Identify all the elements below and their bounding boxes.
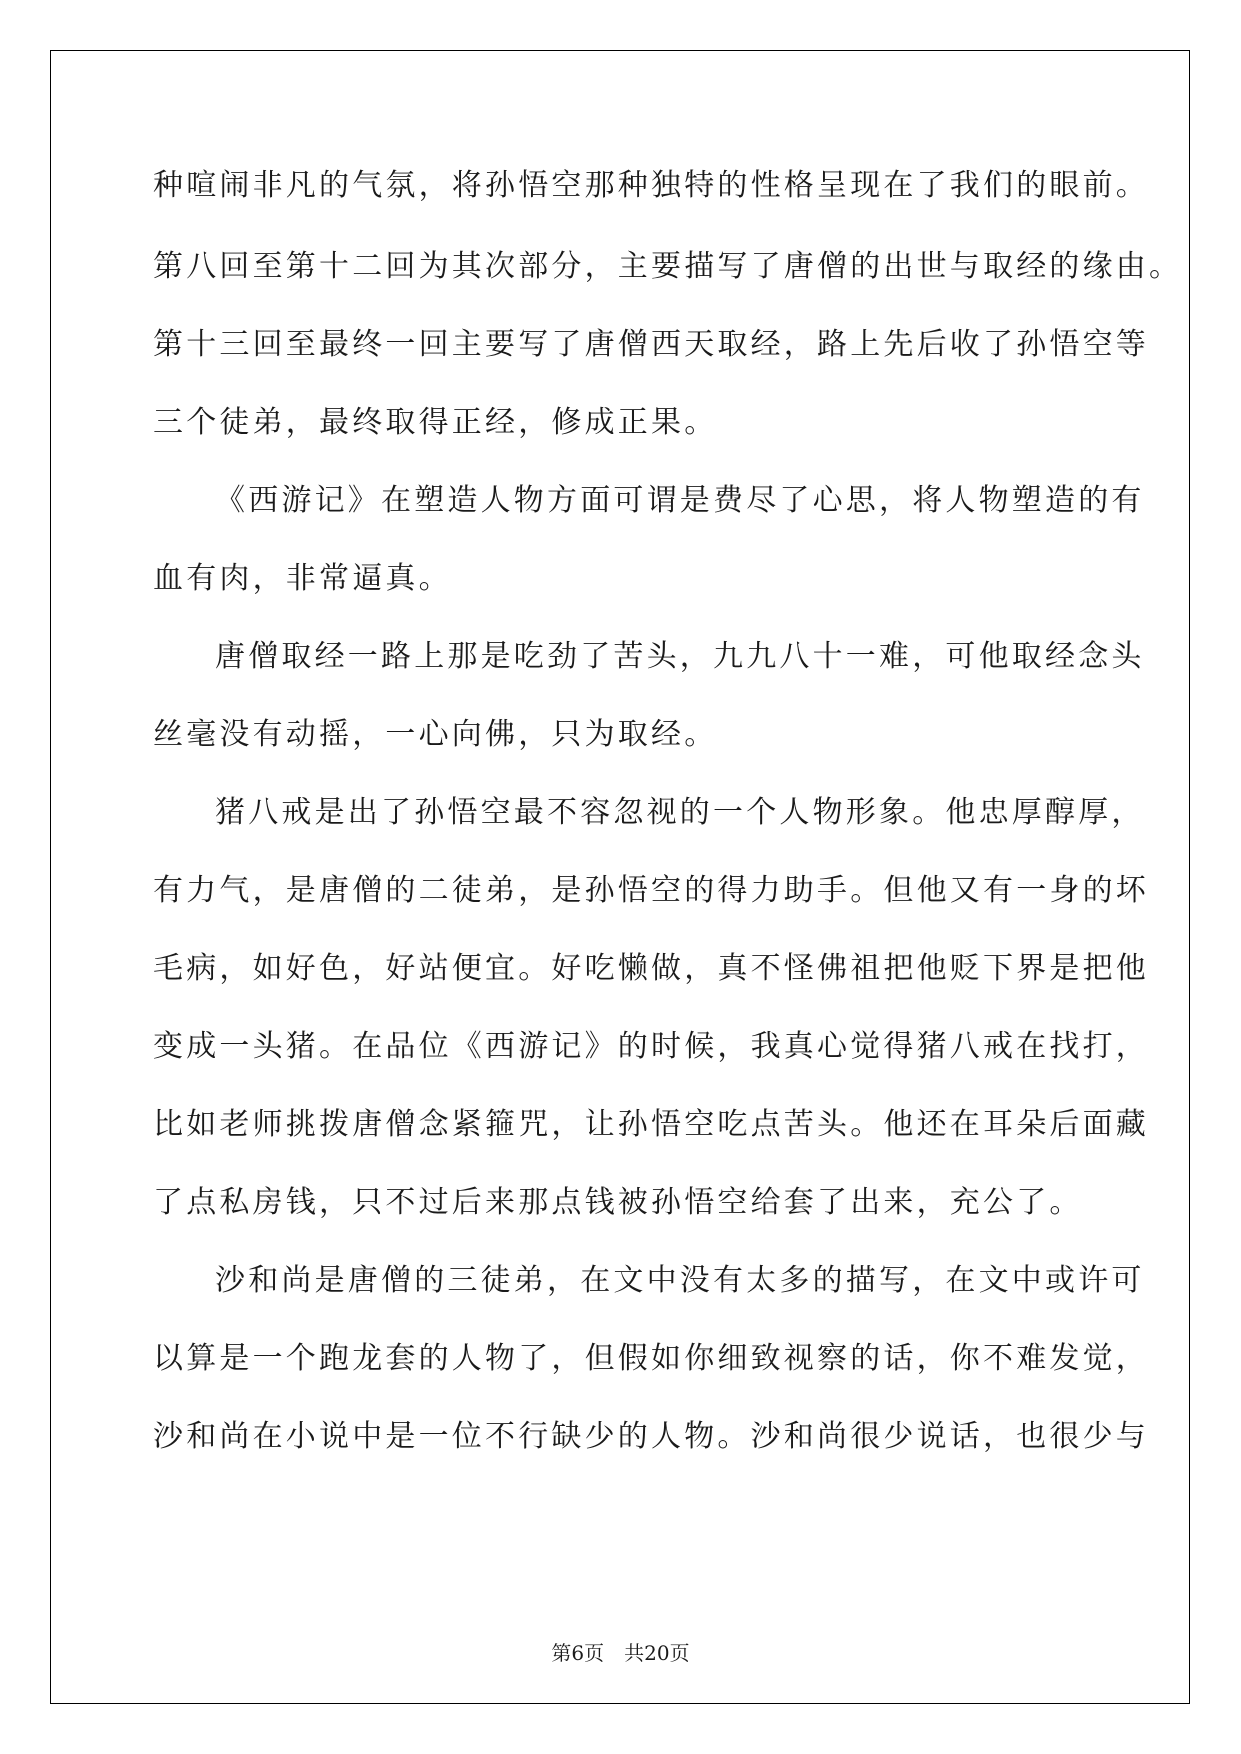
text-line-5: 《西游记》在塑造人物方面可谓是费尽了心思，将人物塑造的有	[215, 483, 1145, 518]
text-line-4: 三个徒弟，最终取得正经，修成正果。	[153, 405, 718, 440]
text-line-15: 沙和尚是唐僧的三徒弟，在文中没有太多的描写，在文中或许可	[215, 1263, 1145, 1298]
text-line-1: 种喧闹非凡的气氛，将孙悟空那种独特的性格呈现在了我们的眼前。	[153, 168, 1149, 203]
text-line-9: 猪八戒是出了孙悟空最不容忽视的一个人物形象。他忠厚醇厚，	[215, 795, 1145, 830]
text-line-2: 第八回至第十二回为其次部分，主要描写了唐僧的出世与取经的缘由。	[153, 249, 1183, 284]
page-footer	[0, 1641, 1241, 1665]
text-line-13: 比如老师挑拨唐僧念紧箍咒，让孙悟空吃点苦头。他还在耳朵后面藏	[153, 1107, 1149, 1142]
text-line-10: 有力气，是唐僧的二徒弟，是孙悟空的得力助手。但他又有一身的坏	[153, 873, 1149, 908]
page-number-current: 第6页	[551, 1641, 605, 1665]
text-line-17: 沙和尚在小说中是一位不行缺少的人物。沙和尚很少说话，也很少与	[153, 1419, 1149, 1454]
text-line-8: 丝毫没有动摇，一心向佛，只为取经。	[153, 717, 718, 752]
document-body	[153, 165, 1183, 1494]
text-line-6: 血有肉，非常逼真。	[153, 561, 452, 596]
text-line-11: 毛病，如好色，好站便宜。好吃懒做，真不怪佛祖把他贬下界是把他	[153, 951, 1149, 986]
text-line-12: 变成一头猪。在品位《西游记》的时候，我真心觉得猪八戒在找打，	[153, 1029, 1149, 1064]
page-number-total: 共20页	[624, 1641, 690, 1665]
text-line-7: 唐僧取经一路上那是吃劲了苦头，九九八十一难，可他取经念头	[215, 639, 1145, 674]
text-line-14: 了点私房钱，只不过后来那点钱被孙悟空给套了出来，充公了。	[153, 1185, 1083, 1220]
text-line-16: 以算是一个跑龙套的人物了，但假如你细致视察的话，你不难发觉，	[153, 1341, 1149, 1376]
text-line-3: 第十三回至最终一回主要写了唐僧西天取经，路上先后收了孙悟空等	[153, 327, 1149, 362]
